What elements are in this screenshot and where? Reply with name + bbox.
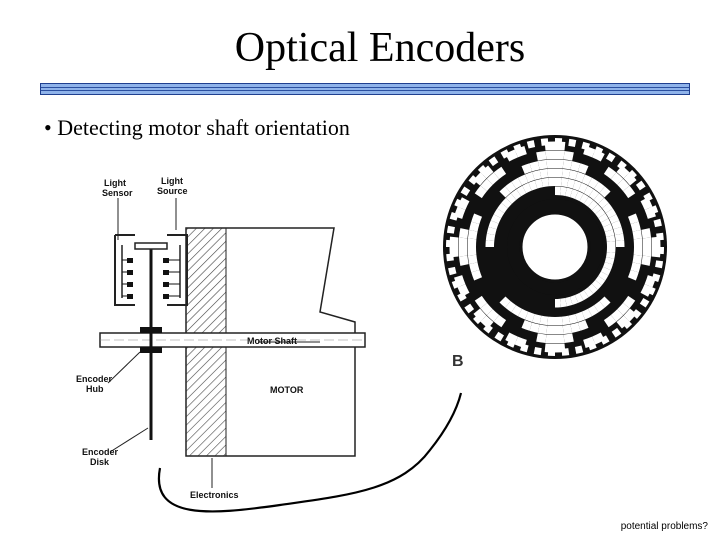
note-text: potential problems? [620,521,708,532]
label-encoder-disk: Disk [90,457,110,467]
label-light-source: Light [161,176,183,186]
disk-letter-b: B [452,353,464,370]
label-motor-shaft: Motor Shaft [247,336,297,346]
label-electronics: Electronics [190,490,239,500]
label-encoder-disk: Encoder [82,447,119,457]
label-light-source: Source [157,186,188,196]
label-encoder-hub: Encoder [76,374,113,384]
slide-title: Optical Encoders [234,25,526,71]
label-motor: MOTOR [270,385,304,395]
label-light-sensor: Light [104,178,126,188]
bullet-text: • Detecting motor shaft orientation [44,115,350,140]
label-light-sensor: Sensor [102,188,133,198]
label-encoder-hub: Hub [86,384,104,394]
encoder-disk-pattern [443,135,667,359]
